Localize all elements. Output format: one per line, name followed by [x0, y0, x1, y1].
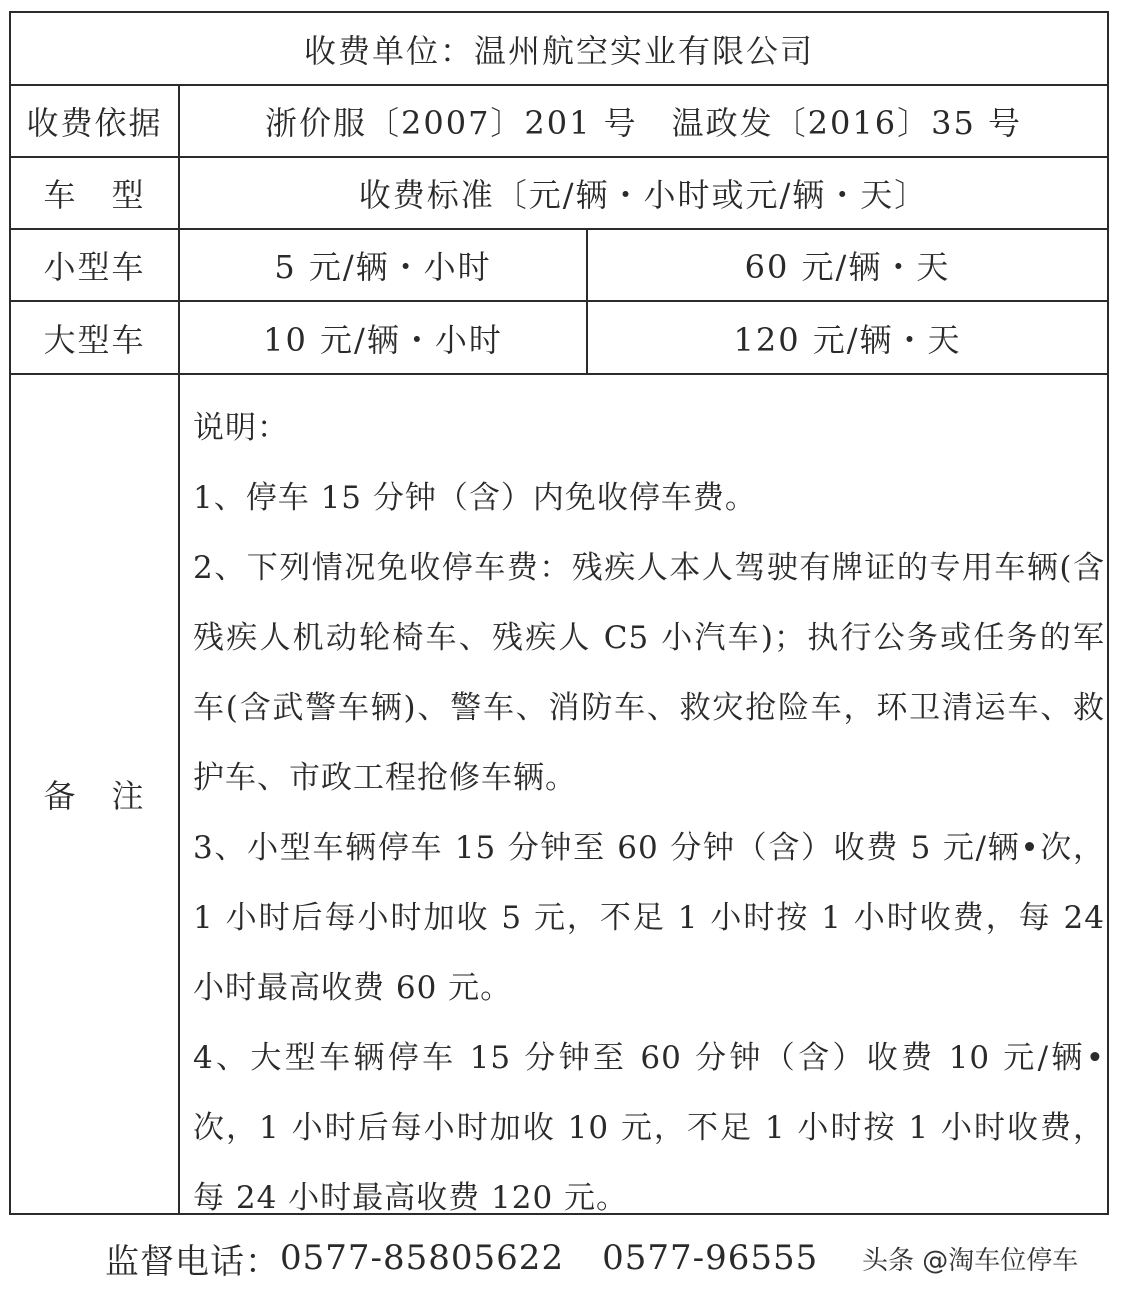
small-car-label: 小型车 — [43, 248, 146, 286]
remarks-label: 备 注 — [43, 777, 146, 815]
fee-standard-label: 收费标准〔元/辆・小时或元/辆・天〕 — [358, 176, 929, 214]
phone-label: 监督电话： — [105, 1241, 280, 1282]
phone-number-1: 0577-85805622 — [280, 1238, 565, 1278]
phone-number-2: 0577-96555 — [602, 1238, 819, 1278]
large-car-label: 大型车 — [43, 320, 146, 359]
large-car-hourly-fee: 10 元/辆・小时 — [263, 320, 503, 359]
fee-unit-header: 收费单位：温州航空实业有限公司 — [303, 31, 814, 70]
large-car-daily-fee: 120 元/辆・天 — [733, 320, 962, 359]
remarks-notes — [193, 393, 1105, 1233]
small-car-hourly-fee: 5 元/辆・小时 — [274, 248, 492, 286]
note-item: 4、大型车辆停车 15 分钟至 60 分钟（含）收费 10 元/辆•次，1 小时后每小时加收 10 元，不足 1 小时按 1 小时收费，每 24 小时最高收费 120 元。 — [193, 1040, 1105, 1216]
basis-value: 浙价服〔2007〕201 号 温政发〔2016〕35 号 — [264, 104, 1023, 142]
notes-heading: 说明： — [193, 410, 289, 446]
fee-table — [9, 11, 1109, 1215]
note-item: 3、小型车辆停车 15 分钟至 60 分钟（含）收费 5 元/辆•次，1 小时后每小时加收 5 元，不足 1 小时按 1 小时收费，每 24 小时最高收费 60 元。 — [193, 830, 1105, 1006]
source-watermark: 头条 @淘车位停车 — [862, 1245, 1079, 1276]
note-item: 2、下列情况免收停车费：残疾人本人驾驶有牌证的专用车辆(含残疾人机动轮椅车、残疾人 C5 小汽车)；执行公务或任务的军车(含武警车辆)、警车、消防车、救灾抢险车，环卫清运车、救护车、市政工程抢修车辆。 — [193, 550, 1105, 796]
supervision-phone — [105, 1228, 818, 1288]
small-car-daily-fee: 60 元/辆・天 — [744, 248, 951, 286]
vehicle-type-label: 车 型 — [43, 176, 146, 214]
note-item: 1、停车 15 分钟（含）内免收停车费。 — [193, 480, 757, 516]
basis-label: 收费依据 — [26, 104, 163, 142]
